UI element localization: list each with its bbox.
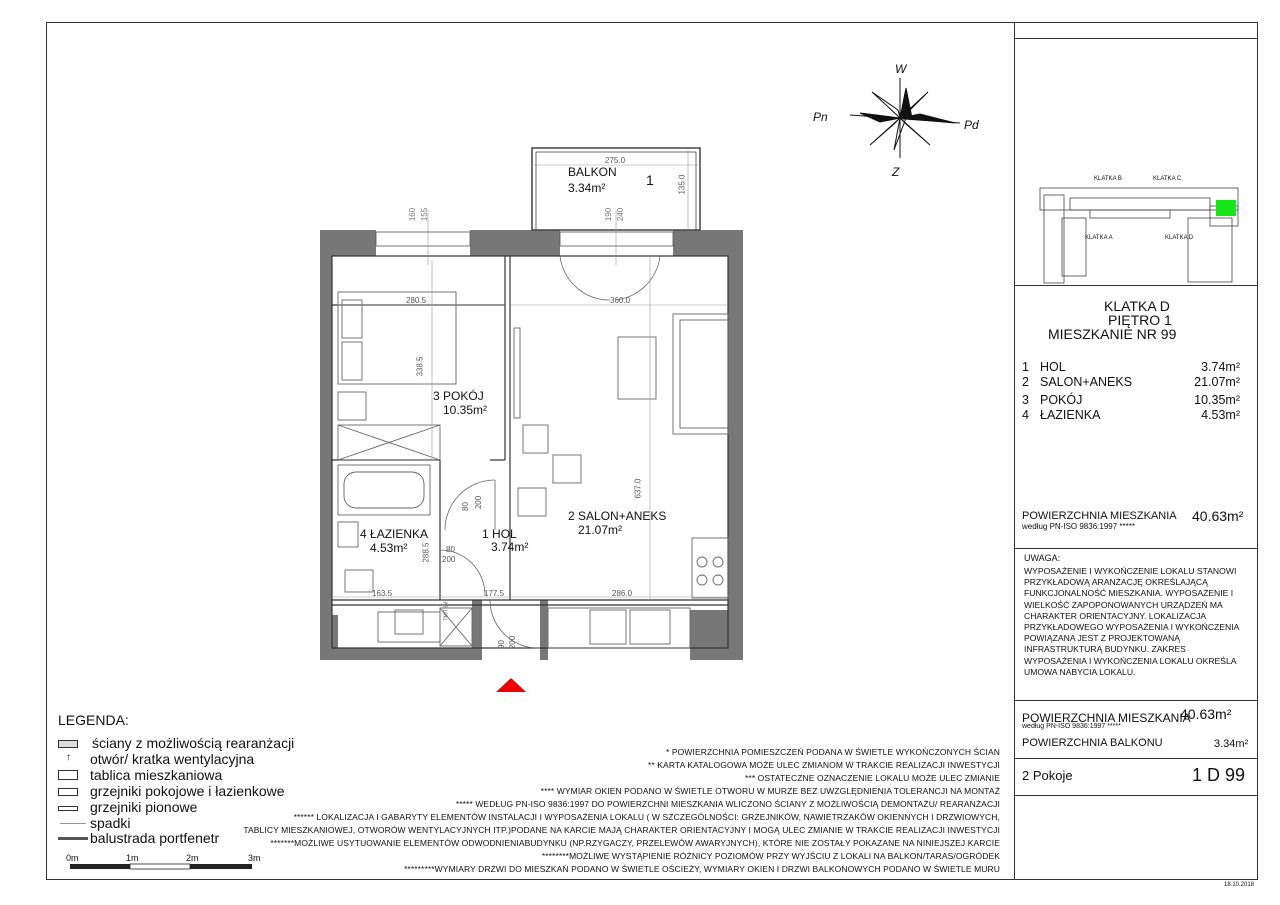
dim-door3-a: 90 (496, 640, 506, 649)
room-4-label (360, 527, 428, 541)
footnote: **** WYMIAR OKIEN PODANO W ŚWIETLE OTWORU W MURZE BEZ UWZGLĘDNIENIA TOLERANCJI NA MONTAŻ (540, 786, 1000, 796)
scale-0: 0m (66, 853, 79, 863)
rooms-count: 2 Pokoje (1022, 768, 1073, 783)
balustrade-icon (58, 837, 88, 840)
dim-salon-width: 360.0 (610, 296, 631, 305)
room-2-no: 2 (568, 509, 575, 523)
legend-item-label: balustrada portfenetr (90, 830, 220, 846)
compass-north-label: W (895, 62, 907, 76)
dim-door1-a: 80 (460, 502, 470, 511)
total2-area-sub: według PN-ISO 9836:1997 ***** (1022, 723, 1121, 730)
dim-door3-b: 200 (508, 635, 518, 650)
room-name: HOL (1040, 360, 1066, 374)
key-plan-highlight (1216, 200, 1236, 216)
compass-south-label: Z (892, 165, 900, 179)
total-area-value: 40.63m² (1192, 508, 1244, 524)
keyplan-label: KLATKA A (1085, 235, 1113, 241)
scale-2: 2m (186, 853, 199, 863)
sidebar-title-line: MIESZKANIE NR 99 (1048, 326, 1177, 342)
note-title: UWAGA: (1024, 553, 1061, 563)
keyplan-label: KLATKA D (1165, 235, 1194, 241)
dim-bath-width: 163.5 (372, 589, 393, 598)
room-3-name: POKÓJ (443, 389, 484, 403)
room-area: 3.74m² (1201, 360, 1240, 374)
scale-3: 3m (248, 853, 261, 863)
room-3-label (433, 389, 484, 403)
legend-item (60, 799, 197, 815)
legend-item (60, 767, 222, 783)
room-3-no: 3 (433, 389, 440, 403)
dim-bath-height: 288.5 (421, 542, 431, 563)
slope-icon (60, 823, 86, 824)
dim-door1-b: 200 (474, 495, 484, 510)
balcony-label: BALKON (568, 165, 617, 179)
room-2-label (568, 509, 666, 523)
legend-item-label: grzejniki pokojowe i łazienkowe (90, 783, 285, 799)
balcony-number: 1 (646, 172, 654, 188)
room-name: SALON+ANEKS (1040, 375, 1133, 389)
panel-icon (58, 770, 78, 780)
dim-window-left-a: 160 (408, 207, 418, 222)
compass-east-label: Pd (964, 118, 979, 132)
dim-room-width: 280.5 (406, 296, 427, 305)
balcony-area-label: POWIERZCHNIA BALKONU (1022, 737, 1163, 749)
dim-window-right-a: 190 (604, 207, 614, 222)
dim-window-right-b: 240 (616, 207, 626, 222)
footnote: *** OSTATECZNE OZNACZENIE LOKALU MOŻE ULEC ZMIANIE (745, 773, 1000, 783)
legend-title: LEGENDA: (58, 712, 129, 728)
room-name: ŁAZIENKA (1040, 408, 1101, 422)
dim-balcony-width: 275.0 (605, 156, 626, 165)
room-1-area: 3.74m² (491, 540, 529, 554)
legend-item-label: grzejniki pionowe (90, 799, 198, 815)
room-no: 1 (1022, 360, 1029, 374)
footnote: ****** LOKALIZACJA I GABARYTY ELEMENTÓW INSTALACJI I WYPOSAŻENIA LOKALU ( W SZCZEGÓLNOŚCI: GRZEJNIKÓW, NAWIETRZAKÓW OKIENNYCH I DRZWIOWYCH, (293, 812, 1000, 822)
legend-item-label: tablica mieszkaniowa (90, 767, 223, 783)
room-4-area: 4.53m² (370, 541, 408, 555)
legend-item-label: otwór/ kratka wentylacyjna (90, 751, 255, 767)
room-name: POKÓJ (1040, 393, 1083, 407)
dim-door2-a: 80 (446, 545, 455, 554)
legend-item (60, 735, 294, 751)
room-4-name: ŁAZIENKA (370, 527, 429, 541)
dim-salon-height: 637.0 (633, 478, 643, 499)
note-text: WYPOSAŻENIE I WYKOŃCZENIE LOKALU STANOWI PRZYKŁADOWĄ ARANŻACJĘ OKREŚLAJĄCĄ FUNKCJONALNOŚĆ MIESZKANIA. WYPOSAŻENIE I WIELKOŚĆ ZAPOPONOWANYCH URZĄDZEŃ MA CHARAKTER ORIENTACYJNY. LOKALIZACJA PRZYKŁADOWEGO WYPOSAŻENIA I WYKOŃCZENIA POWIĄZANA JEST Z PROJEKTOWANĄ INFRASTRUKTURĄ BUDYNKU. ZAKRES WYPOSAŻENIA I WYKOŃCZENIA LOKALU OKREŚLA UMOWA NABYCIA LOKALU. (1024, 566, 1239, 677)
footnote: TABLICY MIESZKANIOWEJ, OTWORÓW WENTYLACYJNYCH ITP.)PODANE NA KARCIE MAJĄ CHARAKTER ORIENTACYJNY I MOGĄ ULEC ZMIANIE W TRAKCIE REALIZACJI INWESTYCJI (243, 825, 1000, 835)
room-2-area: 21.07m² (578, 523, 623, 537)
room-no: 3 (1022, 393, 1029, 407)
keyplan-label: KLATKA C (1153, 176, 1182, 182)
room-no: 2 (1022, 375, 1029, 389)
dim-room-height: 338.5 (415, 356, 425, 377)
dim-hol-width: 177.5 (484, 589, 505, 598)
furniture (338, 292, 728, 648)
room-no: 4 (1022, 408, 1029, 422)
footnote: ***** WEDŁUG PN-ISO 9836:1997 DO POWIERZCHNI MIESZKANIA WLICZONO ŚCIANY Z MOŻLIWOŚCIĄ DEMONTAŻU/ REARANŻACJI (455, 799, 1000, 809)
balcony-area: 3.34m² (568, 181, 606, 195)
total2-area-value: 40.63m² (1180, 706, 1232, 722)
room-area: 10.35m² (1194, 393, 1240, 407)
sidebar-title-line: KLATKA D (1104, 298, 1170, 314)
room-4-no: 4 (360, 527, 367, 541)
keyplan-label: KLATKA B (1094, 176, 1122, 182)
vertical-radiator-icon (58, 806, 78, 811)
footnote: * POWIERZCHNIA POMIESZCZEŃ PODANA W ŚWIETLE WYKOŃCZONYCH ŚCIAN (666, 747, 1000, 757)
dim-window-left-b: 155 (420, 207, 430, 222)
legend-item (60, 830, 219, 846)
vent-icon: ↑ (66, 752, 71, 763)
room-1-no: 1 (482, 527, 489, 541)
compass-west-label: Pn (813, 110, 828, 124)
room-1-label (482, 527, 517, 541)
room-2-name: SALON+ANEKS (578, 509, 667, 523)
legend-item-label: ściany z możliwością rearanżacji (92, 735, 295, 751)
footnote: ** KARTA KATALOGOWA MOŻE ULEC ZMIANOM W TRAKCIE REALIZACJI INWESTYCJI (648, 760, 1000, 770)
total2-area-label: POWIERZCHNIA MIESZKANIA (1022, 711, 1191, 725)
room-area: 4.53m² (1201, 408, 1240, 422)
dim-door2-b: 200 (442, 555, 456, 564)
room-3-area: 10.35m² (443, 403, 488, 417)
footnote: *******MOŻLIWE USYTUOWANIE ELEMENTÓW ODWODNIENIABUDYNKU (NP.RZYGACZY, PRZELEWÓW AWARYJNYCH), KTÓRE NIE ZOSTAŁY POKAZANE NA NINIEJSZEJ KARCIE (270, 838, 1000, 848)
legend-item (60, 815, 130, 831)
legend-item (60, 783, 285, 799)
dim-kitchen-width: 286.0 (612, 589, 633, 598)
balcony-area-value: 3.34m² (1214, 738, 1249, 750)
room-area: 21.07m² (1194, 375, 1240, 389)
total-area-label: POWIERZCHNIA MIESZKANIA (1022, 510, 1177, 522)
legend-item (60, 751, 254, 767)
wall-symbol-icon (58, 740, 78, 748)
scale-1: 1m (126, 853, 139, 863)
entry-arrow-icon (496, 678, 526, 692)
compass-rose (850, 78, 960, 158)
date-stamp: 18.10.2018 (1224, 882, 1255, 888)
legend-item-label: spadki (90, 815, 131, 831)
scale-bar (70, 864, 252, 869)
apartment-code: 1 D 99 (1192, 765, 1246, 785)
footnote: ********MOŻLIWE WYSTĄPIENIE RÓŻNICY POZIOMÓW PRZY WYJŚCIU Z LOKALI NA BALKON/TARAS/OGRÓDEK (541, 851, 1000, 861)
key-plan (1040, 188, 1238, 283)
room-1-name: HOL (492, 527, 517, 541)
tablica-label: TM/TSM (443, 601, 450, 621)
footnote: *********WYMIARY DRZWI DO MIESZKAŃ PODANO W ŚWIETLE OŚCIEŻY, WYMIARY OKIEN I DRZWI BALKONOWYCH PODANO W ŚWIETLE MURU (404, 864, 1000, 874)
sidebar-title-line: PIĘTRO 1 (1108, 312, 1172, 328)
radiator-icon (58, 788, 78, 796)
total-area-sub: według PN-ISO 9836:1997 ***** (1022, 522, 1135, 531)
dim-balcony-depth: 135.0 (677, 174, 687, 195)
